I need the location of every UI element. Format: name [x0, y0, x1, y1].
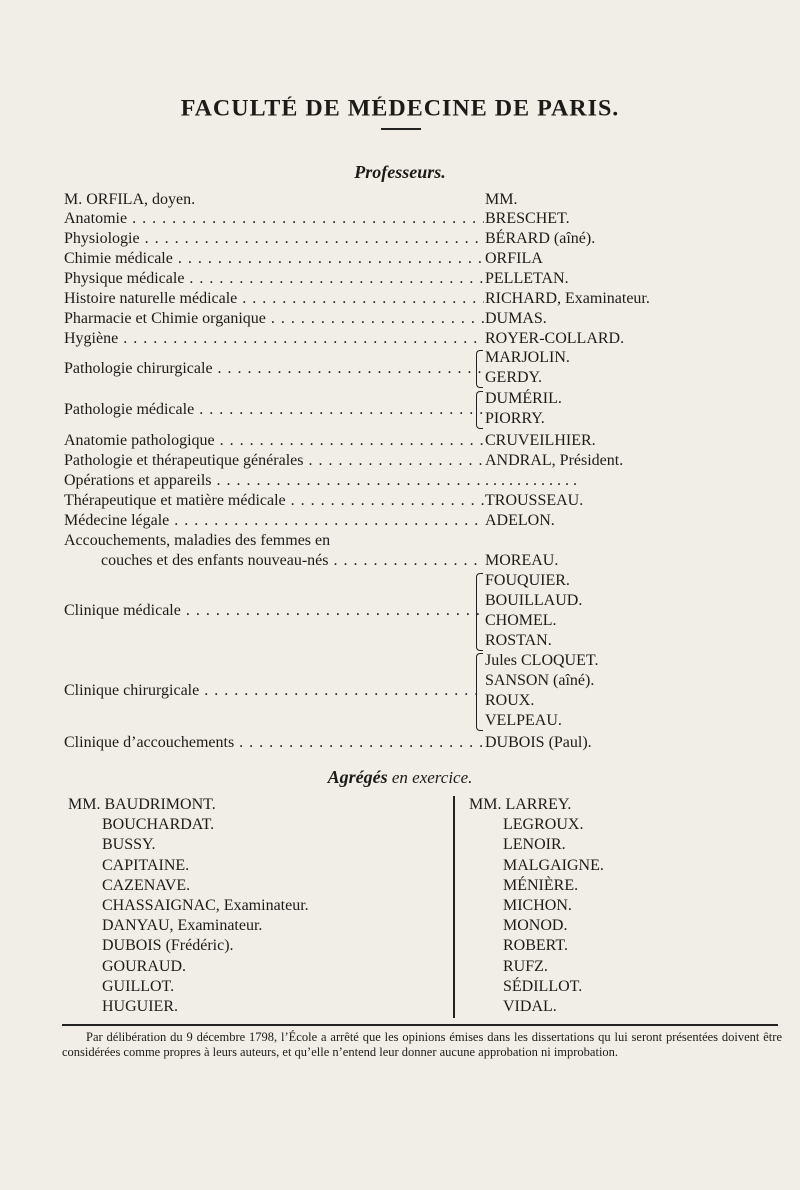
professor-name: ADELON. — [485, 512, 555, 529]
professor-name: ROSTAN. — [485, 632, 552, 649]
agreges-right-column — [469, 795, 604, 1017]
subject-operations: Opérations et appareils . . . — [64, 471, 484, 491]
agrege-name — [68, 795, 309, 815]
subject-pathologie-medicale: Pathologie médicale . . . — [64, 400, 484, 420]
subject-clinique-chirurgicale: Clinique chirurgicale . . . — [64, 681, 484, 701]
mm-prefix: MM. — [469, 796, 502, 813]
professor-name: Jules CLOQUET. — [485, 652, 599, 669]
agrege-name: MÉNIÈRE. — [503, 876, 579, 894]
brace — [476, 350, 483, 388]
agrege-name: CAZENAVE. — [102, 876, 191, 894]
professor-name: TROUSSEAU. — [485, 492, 584, 509]
subject-physiologie: Physiologie . . . — [64, 229, 484, 249]
agrege-name: CHASSAIGNAC, Examinateur. — [102, 897, 309, 915]
professor-name: CRUVEILHIER. — [485, 432, 596, 449]
page-title: FACULTÉ DE MÉDECINE DE PARIS. — [180, 96, 620, 122]
subject-anatomie: Anatomie . . . — [64, 209, 484, 229]
agrege-name: GUILLOT. — [102, 977, 175, 995]
agrege-name: BUSSY. — [102, 836, 156, 854]
subject-medecine-legale: Médecine légale . . . — [64, 511, 484, 531]
bottom-rule — [62, 1024, 778, 1026]
professor-name: DUBOIS (Paul). — [485, 734, 592, 751]
agrege-name: MALGAIGNE. — [503, 856, 604, 874]
title-rule — [381, 128, 421, 130]
agrege-name-text: LARREY. — [505, 796, 572, 813]
agrege-name: ROBERT. — [503, 937, 568, 955]
mm-prefix: MM. — [68, 796, 101, 813]
professor-name: GERDY. — [485, 369, 543, 386]
subject-accouchements-line1: Accouchements, maladies des femmes en — [64, 532, 331, 549]
subject-hygiene: Hygiène . . . — [64, 329, 484, 349]
agrege-name: DUBOIS (Frédéric). — [102, 937, 234, 955]
subject-chimie: Chimie médicale . . . — [64, 249, 484, 269]
professor-name: SANSON (aîné). — [485, 672, 595, 689]
professor-name: DUMAS. — [485, 310, 547, 327]
agrege-name: MONOD. — [503, 917, 568, 935]
brace — [476, 573, 483, 651]
subject-accouchements-line2: couches et des enfants nouveau-nés . . . — [101, 551, 484, 571]
professor-name: VELPEAU. — [485, 712, 562, 729]
vacant-chair: . . . . . . . . . . . . — [485, 472, 577, 489]
professor-name: BÉRARD (aîné). — [485, 230, 596, 247]
professor-name: MOREAU. — [485, 552, 559, 569]
brace — [476, 653, 483, 731]
mm-label: MM. — [485, 191, 518, 208]
subject-pharmacie: Pharmacie et Chimie organique . . . — [64, 309, 484, 329]
agreges-left-column — [68, 795, 309, 1017]
subject-histoire-naturelle: Histoire naturelle médicale . . . — [64, 289, 484, 309]
disclaimer-note: Par délibération du 9 décembre 1798, l’École a arrêté que les opinions émises dans les dissertations qu lui seront présentées doivent être considérées comme propres à leurs auteurs, et qu’elle n’entend leur donner aucune approbation ni improbation. — [62, 1030, 782, 1059]
agrege-name: HUGUIER. — [102, 998, 178, 1016]
professor-name: RICHARD, Examinateur. — [485, 290, 650, 307]
subject-therapeutique-generales: Pathologie et thérapeutique générales . . . — [64, 451, 484, 471]
agrege-name: LENOIR. — [503, 836, 566, 854]
agrege-name — [469, 795, 604, 815]
professor-name: DUMÉRIL. — [485, 390, 562, 407]
agreges-heading — [0, 767, 800, 788]
agrege-name: GOURAUD. — [102, 957, 186, 975]
subject-clinique-medicale: Clinique médicale . . . — [64, 601, 484, 621]
professor-name: CHOMEL. — [485, 612, 557, 629]
agrege-name: RUFZ. — [503, 957, 548, 975]
agrege-name: LEGROUX. — [503, 816, 584, 834]
brace — [476, 391, 483, 429]
agreges-heading-rest: en exercice. — [391, 768, 473, 787]
professor-name: ORFILA — [485, 250, 543, 267]
agrege-name: SÉDILLOT. — [503, 977, 583, 995]
subject-physique: Physique médicale . . . — [64, 269, 484, 289]
professeurs-heading: Professeurs. — [354, 162, 446, 182]
agreges-heading-word: Agrégés — [327, 767, 388, 787]
agrege-name: CAPITAINE. — [102, 856, 190, 874]
subject-clinique-accouchements: Clinique d’accouchements . . . — [64, 733, 484, 753]
professor-name: ROYER-COLLARD. — [485, 330, 625, 347]
agrege-name: VIDAL. — [503, 998, 557, 1016]
column-divider — [453, 796, 455, 1018]
professor-name: BRESCHET. — [485, 210, 570, 227]
agrege-name: MICHON. — [503, 897, 572, 915]
professor-name: PIORRY. — [485, 410, 545, 427]
agrege-name: BOUCHARDAT. — [102, 816, 215, 834]
subject-pathologie-chirurgicale: Pathologie chirurgicale . . . — [64, 359, 484, 379]
professor-name: ANDRAL, Président. — [485, 452, 624, 469]
professor-name: MARJOLIN. — [485, 349, 570, 366]
professor-name: BOUILLAUD. — [485, 592, 583, 609]
agrege-name-text: BAUDRIMONT. — [104, 796, 216, 813]
professor-name: FOUQUIER. — [485, 572, 570, 589]
subject-therapeutique-matiere: Thérapeutique et matière médicale . . . — [64, 491, 484, 511]
professor-name: PELLETAN. — [485, 270, 569, 287]
agrege-name: DANYAU, Examinateur. — [102, 917, 263, 935]
professor-name: ROUX. — [485, 692, 535, 709]
subject-anatomie-pathologique: Anatomie pathologique . . . — [64, 431, 484, 451]
doyen-line: M. ORFILA, doyen. — [64, 191, 196, 208]
